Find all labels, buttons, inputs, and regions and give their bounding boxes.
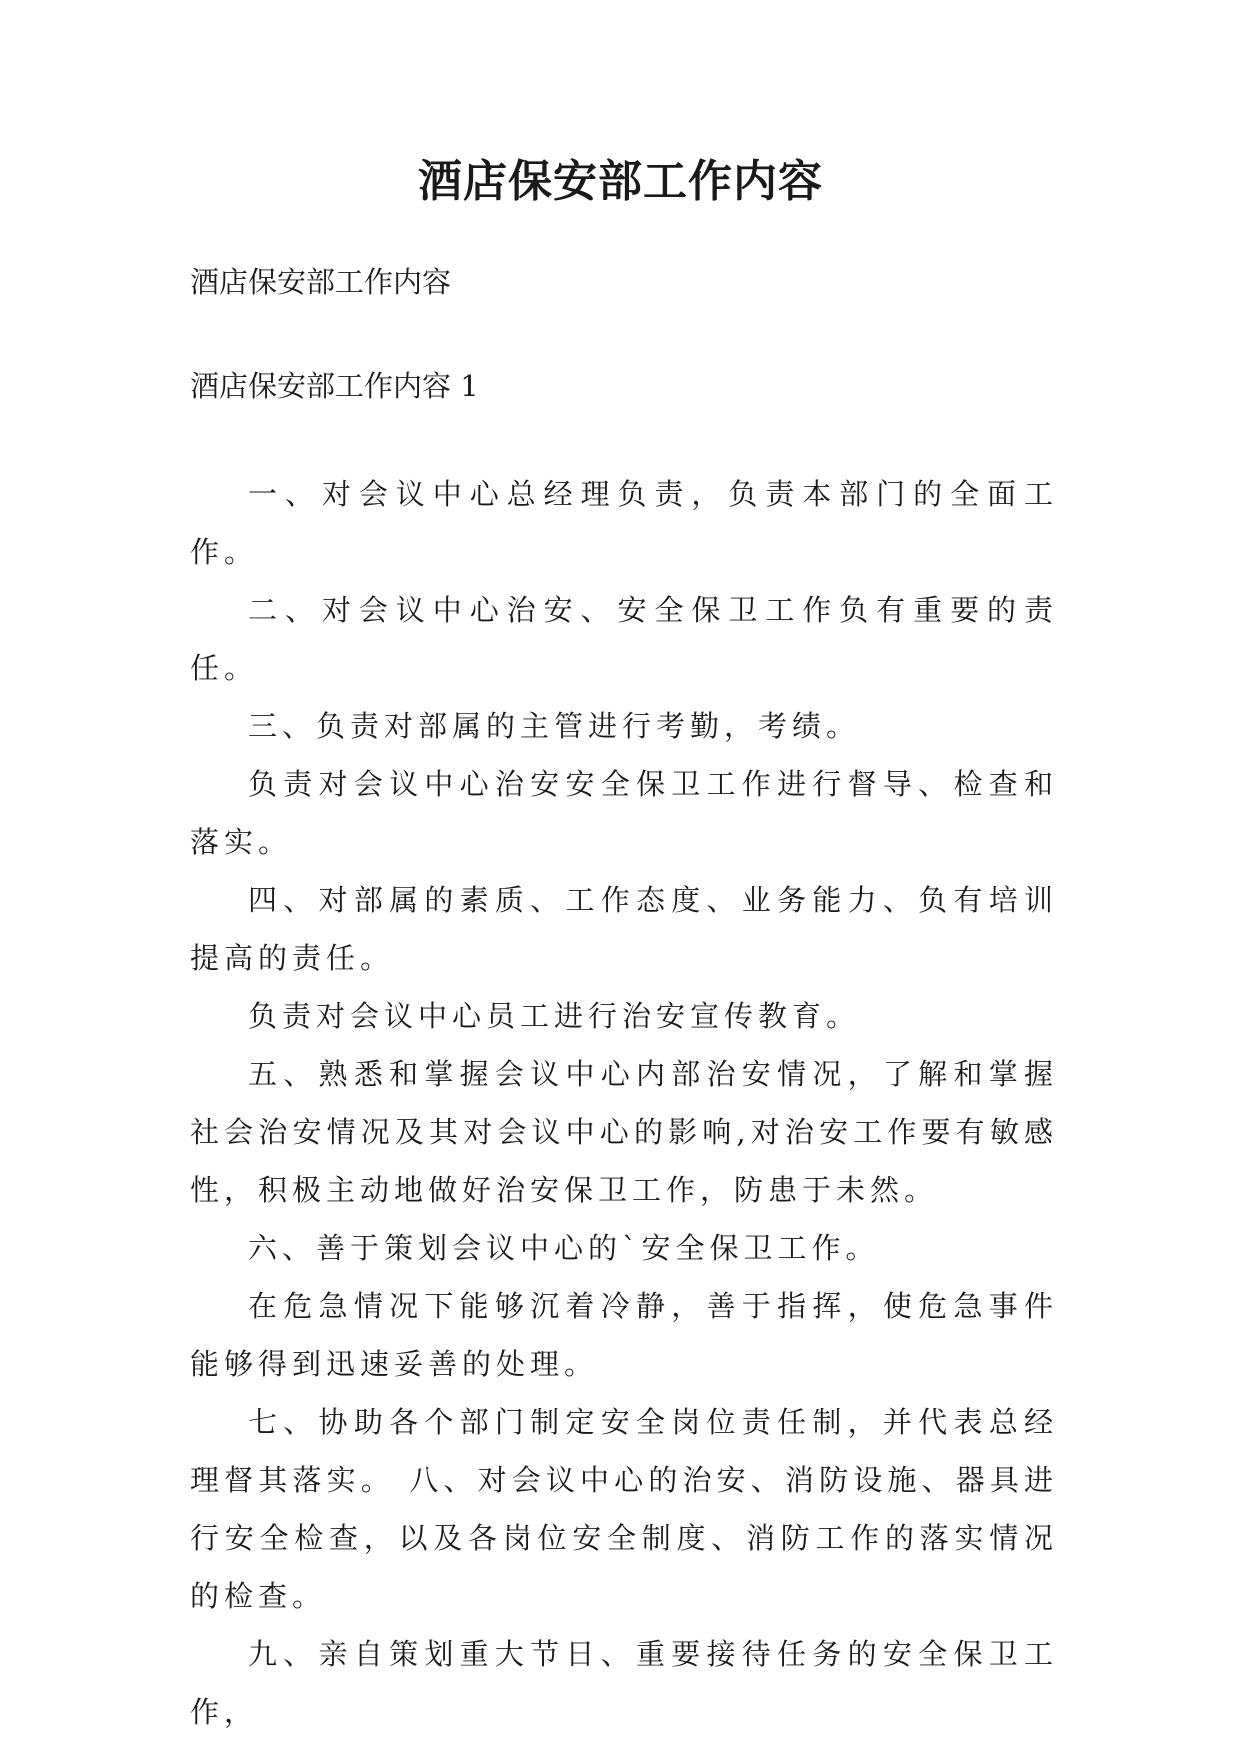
paragraph: 三、负责对部属的主管进行考勤，考绩。: [248, 709, 861, 743]
paragraph: 在危急情况下能够沉着冷静，善于指挥，使危急事件能够得到迅速妥善的处理。: [190, 1289, 1058, 1381]
paragraph: 九、亲自策划重大节日、重要接待任务的安全保卫工作，: [190, 1637, 1058, 1729]
paragraph: 五、熟悉和掌握会议中心内部治安情况，了解和掌握社会治安情况及其对会议中心的影响,对治安工作要有敏感性，积极主动地做好治安保卫工作，防患于未然。: [190, 1057, 1058, 1207]
paragraph: 负责对会议中心员工进行治安宣传教育。: [248, 999, 861, 1033]
document-title: 酒店保安部工作内容: [418, 156, 823, 207]
paragraph: 一、对会议中心总经理负责，负责本部门的全面工作。: [190, 477, 1058, 569]
paragraph: 七、协助各个部门制定安全岗位责任制，并代表总经理督其落实。 八、对会议中心的治安、消防设施、器具进行安全检查，以及各岗位安全制度、消防工作的落实情况的检查。: [190, 1405, 1058, 1613]
paragraph: 负责对会议中心治安安全保卫工作进行督导、检查和落实。: [190, 767, 1058, 859]
paragraph: 四、对部属的素质、工作态度、业务能力、负有培训提高的责任。: [190, 883, 1058, 975]
paragraph: 二、对会议中心治安、安全保卫工作负有重要的责任。: [190, 593, 1058, 685]
document-subtitle: 酒店保安部工作内容: [190, 265, 452, 299]
paragraph: 六、善于策划会议中心的`安全保卫工作。: [248, 1231, 880, 1265]
section-heading: 酒店保安部工作内容 1: [190, 369, 479, 403]
document-body: [190, 465, 1058, 1741]
